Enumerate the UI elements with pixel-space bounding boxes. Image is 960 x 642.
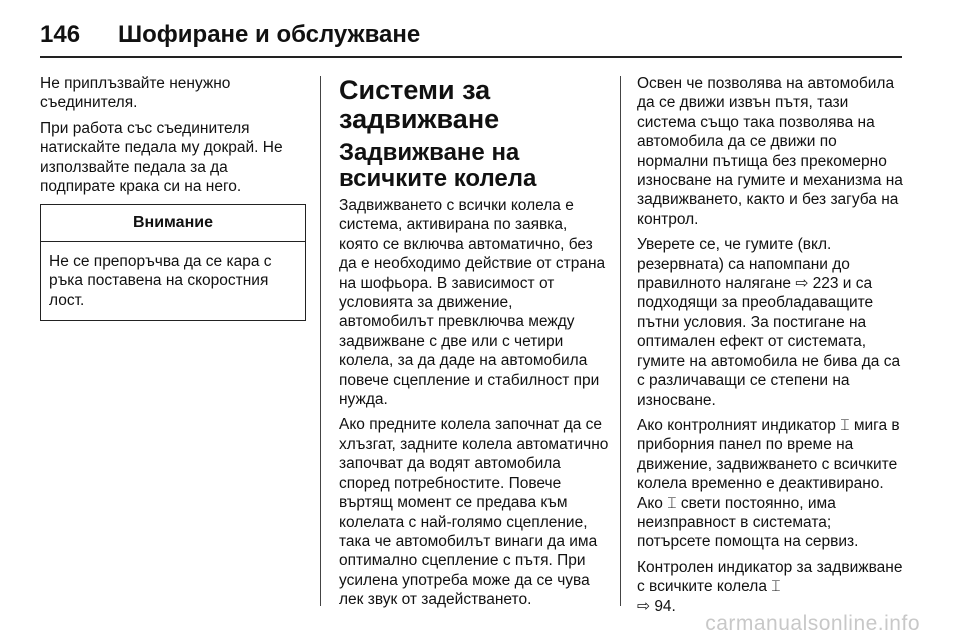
subsection-heading: Задвижване на всичките колела — [339, 139, 537, 192]
page-reference-arrow-icon: ⇨ — [795, 274, 809, 293]
section-title: Шофиране и обслужване — [118, 21, 421, 48]
awd-indicator-icon: ⌶ — [771, 577, 781, 596]
page-reference[interactable]: 94. — [654, 597, 676, 615]
warning-box — [40, 204, 306, 321]
column-divider — [320, 76, 321, 606]
page-header — [40, 14, 902, 58]
paragraph: Задвижването с всички колела е система, активирана по заявка, която се включва автоматично, без да е необходимо действие от страна на шофьора. В зависимост от условията за движение, автомобилът превключва между задвижване с две или с четири колела, за да даде на автомобила повече сцепление и стабилност при нужда. — [339, 197, 606, 409]
page-number: 146 — [40, 21, 81, 48]
paragraph: Уверете се, че гумите (вкл. резервната) са напомпани до правилното налягане ⇨ 223 и са подходящи за преобладаващите пътни условия. За постигане на оптимален ефект от системата, гумите на автомобила не бива да са с различаващи се степени на износване. — [637, 236, 901, 409]
page-reference-arrow-icon: ⇨ — [637, 596, 650, 615]
column-divider — [620, 76, 621, 606]
awd-indicator-icon: ⌶ — [667, 493, 677, 512]
paragraph: Ако предните колела започнат да се хлъзгат, задните колела автоматично започват да водят автомобила според потребностите. Повече въртящ момент се предава към колелата с най-голямо сцепление, така че автомобилът винаги да има оптимално сцепление с пътя. При усилена употреба може да се чува лек звук от задействането. — [339, 416, 609, 609]
paragraph: Освен че позволява на автомобила да се движи извън пътя, тази система също така позволява на автомобила да се движи по нормални пътища без прекомерно износване на гумите и механизма на задвижването, както и без загуба на контрол. — [637, 75, 903, 228]
paragraph: Не приплъзвайте ненужно съединителя. — [40, 75, 231, 112]
column-right — [637, 74, 905, 622]
warning-title: Внимание — [41, 205, 305, 241]
awd-indicator-icon: ⌶ — [840, 415, 850, 434]
section-heading: Системи за задвижване — [339, 75, 500, 134]
paragraph: Ако контролният индикатор ⌶ мига в приборния панел по време на движение, задвижването с всичките колела временно е деактивирано. Ако ⌶ свети постоянно, има неизправност в системата; потърсете помощта на сервиз. — [637, 415, 900, 551]
paragraph: Контролен индикатор за задвижване с всичките колела ⌶ ⇨ 94. — [637, 558, 903, 615]
warning-body: Не се препоръчва да се кара с ръка поставена на скоростния лост. — [49, 252, 272, 309]
page-reference[interactable]: 223 — [812, 275, 839, 293]
paragraph: При работа със съединителя натискайте педала му докрай. Не използвайте педала за да подпирате крака си на него. — [40, 119, 283, 196]
watermark: carmanualsonline.info — [705, 612, 920, 635]
column-middle — [339, 74, 609, 616]
column-left — [40, 74, 306, 321]
